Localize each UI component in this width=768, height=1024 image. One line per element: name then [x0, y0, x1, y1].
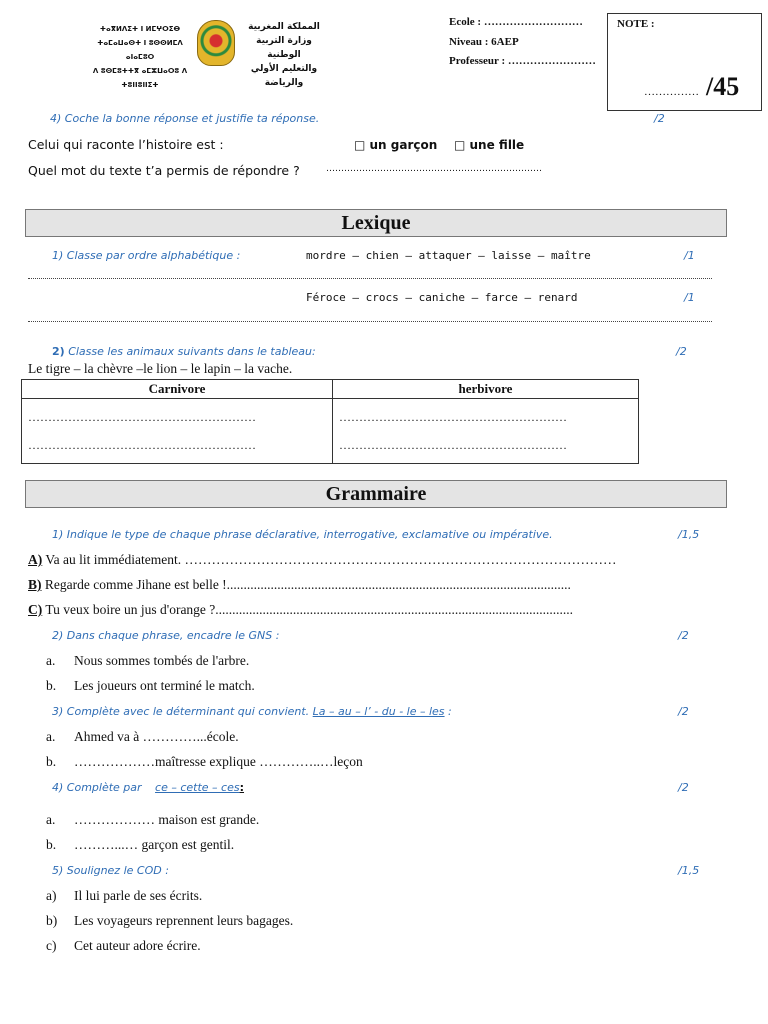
q2-item-b: [46, 678, 255, 694]
q5-item-b-text[interactable]: Les voyageurs reprennent leurs bagages.: [74, 913, 294, 928]
q2-item-b-marker: b.: [46, 678, 57, 693]
q3-instruction-text: 3) Complète avec le déterminant qui convient.: [52, 705, 310, 718]
sentence-a-letter: A): [28, 552, 43, 567]
q3-item-b-marker: b.: [46, 754, 57, 769]
q4-item-b-marker: b.: [46, 837, 57, 852]
ministry-tifinagh-text: [88, 22, 192, 92]
q3-item-b: [46, 754, 363, 770]
lexique-section-title: Lexique: [25, 209, 727, 237]
carnivore-line-2: …………………………………………………: [28, 438, 256, 452]
comprehension-q4-answer-line[interactable]: ………………………………………………………………: [326, 164, 542, 174]
sentence-c-text[interactable]: Tu veux boire un jus d'orange ?..........................................................................................................: [42, 602, 574, 617]
q3-item-a-marker: a.: [46, 729, 56, 744]
q4-item-a-marker: a.: [46, 812, 56, 827]
arabic-line-1: المملكة المغربية: [248, 22, 320, 32]
grammaire-q4-points: /2: [678, 781, 689, 794]
q5-item-b-marker: b): [46, 913, 58, 928]
q5-item-b: [46, 913, 293, 929]
q4-item-b: [46, 837, 234, 853]
lexique-q1-points-b: /1: [684, 291, 695, 304]
comprehension-q4-points: /2: [654, 112, 665, 125]
q5-item-c-marker: c): [46, 938, 57, 953]
arabic-line-2: وزارة التربية الوطنية: [256, 36, 312, 60]
q5-item-a-marker: a): [46, 888, 57, 903]
lexique-q1-words-a: mordre – chien – attaquer – laisse – maître: [306, 249, 591, 262]
q4-item-a-text[interactable]: ……………… maison est grande.: [74, 812, 260, 827]
q4-instruction-text: 4) Complète par: [52, 781, 142, 794]
grammaire-q1-points: /1,5: [678, 528, 700, 541]
q3-determinants: La – au – l’ - du - le – les: [312, 705, 445, 718]
sentence-a-text[interactable]: Va au lit immédiatement. ……………………………………………………………………………………: [42, 552, 617, 567]
lexique-q1-words-b: Féroce – crocs – caniche – farce – renard: [306, 291, 578, 304]
q3-item-a-text[interactable]: Ahmed va à …………...école.: [74, 729, 239, 744]
q2-item-a-marker: a.: [46, 653, 56, 668]
herbivore-line-2: …………………………………………………: [339, 438, 567, 452]
sentence-b-text[interactable]: Regarde comme Jihane est belle !......................................................................................................: [41, 577, 571, 592]
grammaire-q1-instruction: 1) Indique le type de chaque phrase déclarative, interrogative, exclamative ou impérative.: [52, 528, 553, 541]
q5-item-c: [46, 938, 201, 954]
lexique-q2-text: Classe les animaux suivants dans le tableau:: [68, 345, 316, 358]
grammaire-q4-instruction: [52, 781, 244, 794]
sentence-b: [28, 577, 728, 593]
note-total: /45: [706, 72, 740, 101]
q5-item-c-text[interactable]: Cet auteur adore écrire.: [74, 938, 201, 953]
lexique-q2-instruction: [52, 345, 316, 358]
q3-item-b-text[interactable]: ………………maîtresse explique …………..…leçon: [74, 754, 363, 769]
lexique-q2-points: /2: [676, 345, 687, 358]
tifinagh-line-3: ⴷ ⵓⵙⵎⵓⵜⵜⴳ ⴰⵎⵣⵡⴰⵔⵓ ⴷ ⵜⵓⵏⵏⵓⵏⵏⵉⵜ: [92, 67, 188, 89]
professeur-field: Professeur : ……………………: [449, 55, 596, 67]
tifinagh-line-2: ⵜⴰⵎⴰⵡⴰⵙⵜ ⵏ ⵓⵙⵙⵍⵎⴷ ⴰⵏⴰⵎⵓⵔ: [97, 39, 183, 61]
lexique-q2-animals: Le tigre – la chèvre –le lion – le lapin – la vache.: [28, 361, 293, 376]
lexique-q1-answer-line-a[interactable]: [28, 278, 712, 279]
q4-colon: :: [239, 781, 245, 794]
sentence-b-letter: B): [28, 577, 42, 592]
q5-item-a-text[interactable]: Il lui parle de ses écrits.: [74, 888, 203, 903]
q2-item-a-text[interactable]: Nous sommes tombés de l'arbre.: [74, 653, 250, 668]
q2-item-b-text[interactable]: Les joueurs ont terminé le match.: [74, 678, 255, 693]
grammaire-section-title: Grammaire: [25, 480, 727, 508]
herbivore-line-1: …………………………………………………: [339, 410, 567, 424]
note-box: [607, 13, 762, 111]
note-label: NOTE :: [617, 18, 655, 30]
ecole-field: Ecole : ………………………: [449, 16, 583, 28]
option-un-garcon[interactable]: □ un garçon: [354, 138, 438, 152]
q3-colon: :: [444, 705, 452, 718]
sentence-a: [28, 552, 728, 568]
lexique-q1-points-a: /1: [684, 249, 695, 262]
grammaire-q2-points: /2: [678, 629, 689, 642]
arabic-line-3: والتعليم الأولي والرياضة: [250, 64, 318, 88]
table-header-herbivore: herbivore: [333, 380, 639, 399]
grammaire-q5-instruction: 5) Soulignez le COD :: [52, 864, 169, 877]
lexique-q2-number: 2): [52, 345, 65, 358]
animals-table: [21, 379, 639, 464]
niveau-field: Niveau : 6AEP: [449, 36, 519, 48]
grammaire-q2-instruction: 2) Dans chaque phrase, encadre le GNS :: [52, 629, 280, 642]
comprehension-q4-question: Celui qui raconte l’histoire est :: [28, 137, 224, 152]
ministry-arabic-text: [238, 20, 330, 90]
table-header-carnivore: Carnivore: [22, 380, 333, 399]
q4-words: ce – cette – ces: [155, 781, 240, 794]
q2-item-a: [46, 653, 249, 669]
q4-item-b-text[interactable]: ………...… garçon est gentil.: [74, 837, 235, 852]
sentence-c: [28, 602, 728, 618]
comprehension-q4-followup: Quel mot du texte t’a permis de répondre ?: [28, 163, 300, 178]
grammaire-q5-points: /1,5: [678, 864, 700, 877]
carnivore-line-1: …………………………………………………: [28, 410, 256, 424]
comprehension-q4-instruction: 4) Coche la bonne réponse et justifie ta réponse.: [50, 112, 320, 125]
lexique-q1-answer-line-b[interactable]: [28, 321, 712, 322]
q3-item-a: [46, 729, 239, 745]
lexique-q1-instruction: 1) Classe par ordre alphabétique :: [52, 249, 241, 262]
grammaire-q3-instruction: [52, 705, 452, 718]
option-une-fille[interactable]: □ une fille: [454, 138, 525, 152]
q4-item-a: [46, 812, 259, 828]
royal-coat-of-arms-icon: [197, 20, 235, 66]
table-cell-carnivore[interactable]: [22, 399, 333, 464]
grammaire-q3-points: /2: [678, 705, 689, 718]
sentence-c-letter: C): [28, 602, 43, 617]
table-cell-herbivore[interactable]: [333, 399, 639, 464]
note-score-dots: ……………: [644, 86, 699, 98]
q5-item-a: [46, 888, 202, 904]
tifinagh-line-1: ⵜⴰⴳⵍⴷⵉⵜ ⵏ ⵍⵎⵖⵔⵉⴱ: [99, 25, 181, 33]
